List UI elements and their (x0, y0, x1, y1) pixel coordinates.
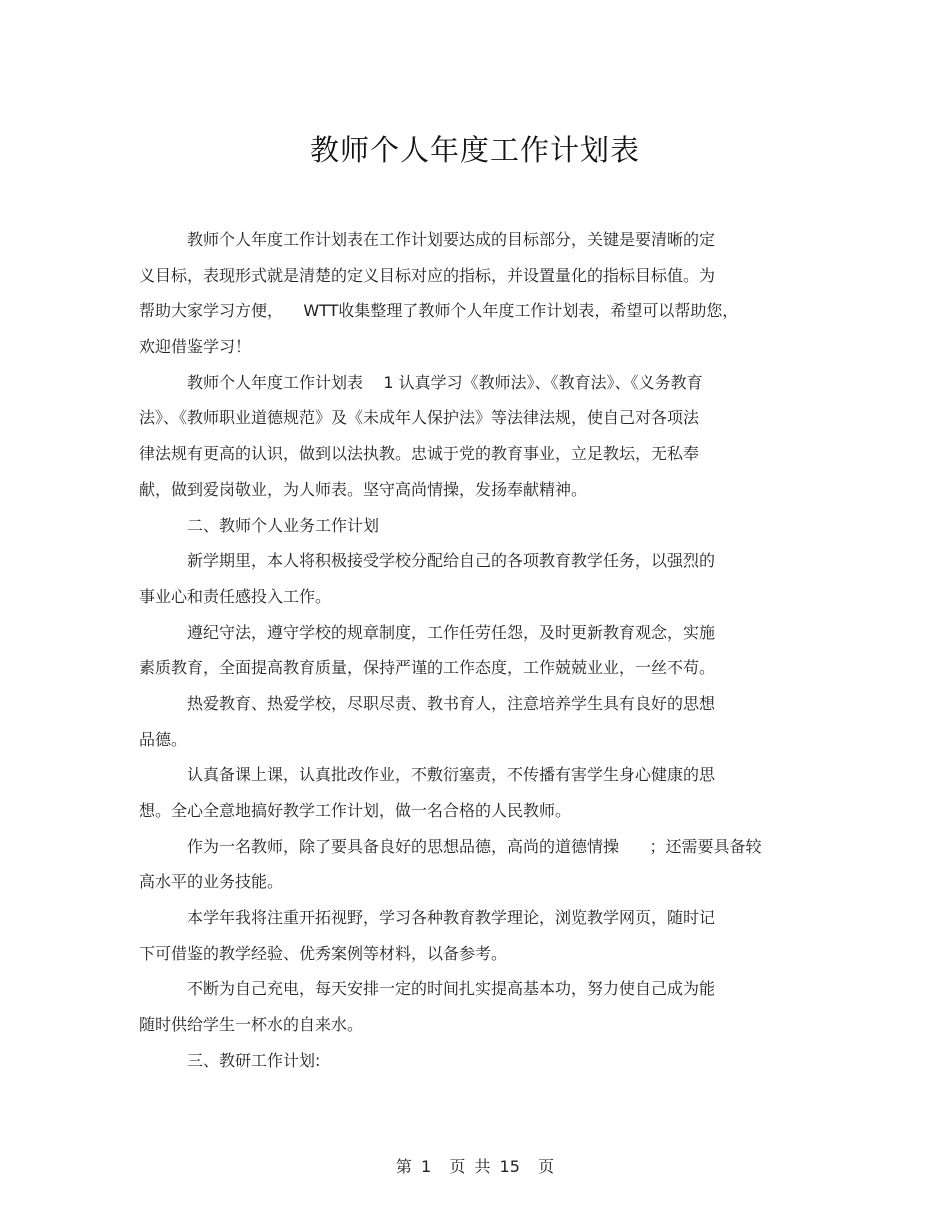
text-line: 欢迎借鉴学习！ (139, 337, 252, 357)
text-line: 素质教育，全面提高教育质量，保持严谨的工作态度，工作兢兢业业，一丝不苟。 (139, 658, 716, 678)
text-line: 教师个人年度工作计划表在工作计划要达成的目标部分，关键是要清晰的定 (187, 230, 716, 249)
text-line: 随时供给学生一杯水的自来水。 (139, 1015, 364, 1035)
page-title: 教师个人年度工作计划表 (309, 133, 640, 167)
text-line: 教师个人年度工作计划表 1 认真学习《教师法》、《教育法》、《义务教育 (187, 372, 703, 392)
text-line: 律法规有更高的认识，做到以法执教。忠诚于党的教育事业，立足教坛，无私奉 (139, 444, 700, 464)
text-line: 新学期里，本人将积极接受学校分配给自己的各项教育教学任务，以强烈的 (187, 551, 716, 571)
text-line: 高水平的业务技能。 (139, 872, 284, 892)
text-line: 法》、《教师职业道德规范》及《未成年人保护法》等法律法规，使自己对各项法 (139, 408, 700, 428)
text-line: 献，做到爱岗敬业，为人师表。坚守高尚情操，发扬奉献精神。 (139, 479, 588, 499)
document-body (139, 222, 819, 1079)
text-line: 遵纪守法，遵守学校的规章制度，工作任劳任怨，及时更新教育观念，实施 (187, 622, 716, 642)
text-line: 认真备课上课，认真批改作业，不敷衍塞责，不传播有害学生身心健康的思 (187, 765, 716, 785)
text-line: 下可借鉴的教学经验、优秀案例等材料，以备参考。 (139, 943, 508, 963)
text-line: 义目标，表现形式就是清楚的定义目标对应的指标，并设置量化的指标目标值。为 (139, 265, 716, 285)
section-heading: 三、教研工作计划: (187, 1050, 321, 1070)
section-heading: 二、教师个人业务工作计划 (187, 515, 380, 535)
text-line: 帮助大家学习方便， WTT收集整理了教师个人年度工作计划表，希望可以帮助您， (139, 301, 739, 321)
text-line: 热爱教育、热爱学校，尽职尽责、教书育人，注意培养学生具有良好的思想 (187, 693, 716, 713)
text-line: 想。全心全意地搞好教学工作计划，做一名合格的人民教师。 (139, 801, 572, 820)
text-line: 不断为自己充电，每天安排一定的时间扎实提高基本功，努力使自己成为能 (187, 979, 716, 999)
text-line: 事业心和责任感投入工作。 (139, 586, 332, 606)
text-line: 品德。 (139, 729, 188, 749)
text-line: 作为一名教师，除了要具备良好的思想品德，高尚的道德情操 ；还需要具备较 (187, 836, 762, 856)
page-footer: 第 1 页 共 15 页 (395, 1157, 555, 1176)
text-line: 本学年我将注重开拓视野，学习各种教育教学理论，浏览教学网页，随时记 (187, 908, 716, 928)
